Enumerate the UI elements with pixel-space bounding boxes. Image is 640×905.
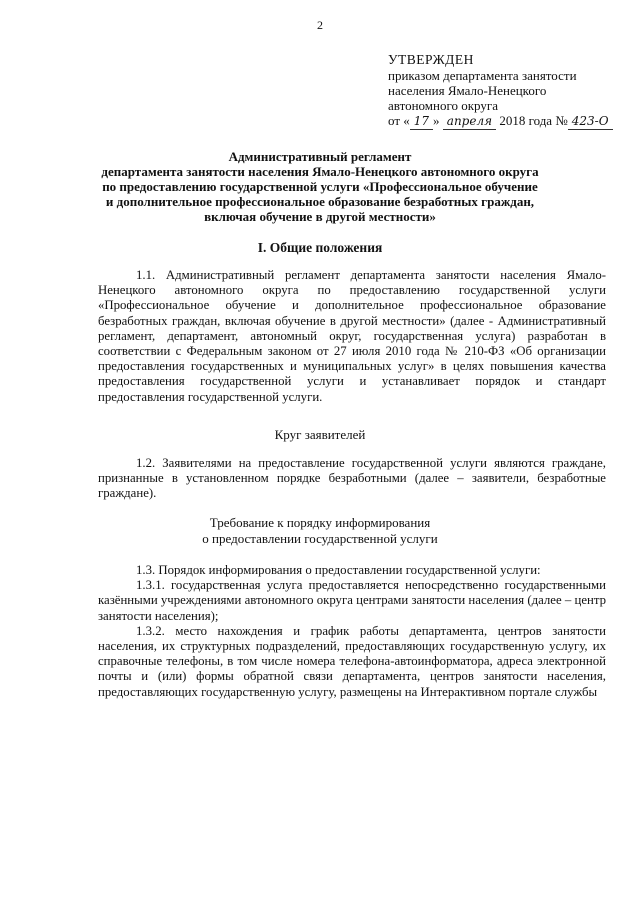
document-title [100, 149, 540, 224]
paragraph-text: 1.3. Порядок информирования о предоставлении государственной услуги: [136, 563, 541, 577]
page-number: 2 [317, 18, 323, 32]
paragraph-text: 1.1. Административный регламент департамента занятости населения Ямало-Ненецкого автономного округа по предоставлению государственной услуги «Профессиональное обучение и дополнительное профессиональное образование безработных граждан, включая обучение в другой местности» (далее - Административный регламент, департамент, автономный округ, государственная услуга) разработан в соответствии с Федеральным законом от 27 июля 2010 года № 210-ФЗ «Об организации предоставления государственных и муниципальных услуг» в целях повышения качества предоставления государственной услуги и устанавливает порядок и стандарт предоставления государственной услуги. [98, 268, 606, 404]
title-line: департамента занятости населения Ямало-Ненецкого автономного округа [101, 164, 539, 179]
title-line: по предоставлению государственной услуги «Профессиональное обучение [102, 179, 538, 194]
title-line: и дополнительное профессиональное образование безработных граждан, [105, 194, 535, 209]
subheading-line: Требование к порядку информирования [209, 515, 431, 530]
handwritten-day: 17 [410, 114, 433, 130]
subheading-information [0, 515, 640, 546]
title-line: включая обучение в другой местности» [204, 209, 436, 224]
approval-block [388, 52, 613, 130]
paragraph-1-3 [98, 563, 606, 700]
subheading-line: о предоставлении государственной услуги [202, 530, 438, 546]
paragraph-1-2 [98, 456, 606, 502]
handwritten-month: апреля [443, 114, 496, 130]
date-suffix: 2018 года № [499, 113, 568, 128]
approval-date-line [388, 113, 613, 130]
approval-line: приказом департамента занятости [388, 68, 577, 83]
section-heading: I. Общие положения [257, 240, 383, 255]
approval-heading: УТВЕРЖДЕН [388, 52, 474, 67]
title-line: Административный регламент [228, 149, 412, 164]
paragraph-text: 1.2. Заявителями на предоставление государственной услуги являются граждане, признанные в установленном порядке безработными (далее – заявители, безработные граждане). [98, 456, 606, 501]
subheading-applicants: Круг заявителей [274, 427, 366, 442]
paragraph-text: 1.3.1. государственная услуга предоставляется непосредственно государственными казёнными учреждениями автономного округа центрами занятости населения (далее – центр занятости населения); [98, 578, 606, 623]
approval-line: автономного округа [388, 98, 498, 113]
paragraph-text: 1.3.2. место нахождения и график работы департамента, центров занятости населения, их структурных подразделений, предоставляющих государственную услугу, их справочные телефоны, в том числе номера телефона-автоинформатора, адреса электронной почты и (или) формы обратной связи департамента, центров занятости населения, предоставляющих государственную услугу, размещены на Интерактивном портале службы [98, 623, 606, 699]
date-mid: » [433, 113, 440, 128]
paragraph-1-1 [98, 268, 606, 405]
approval-line: населения Ямало-Ненецкого [388, 83, 547, 98]
date-prefix: от « [388, 113, 410, 128]
handwritten-order-number: 423-О [568, 114, 613, 130]
